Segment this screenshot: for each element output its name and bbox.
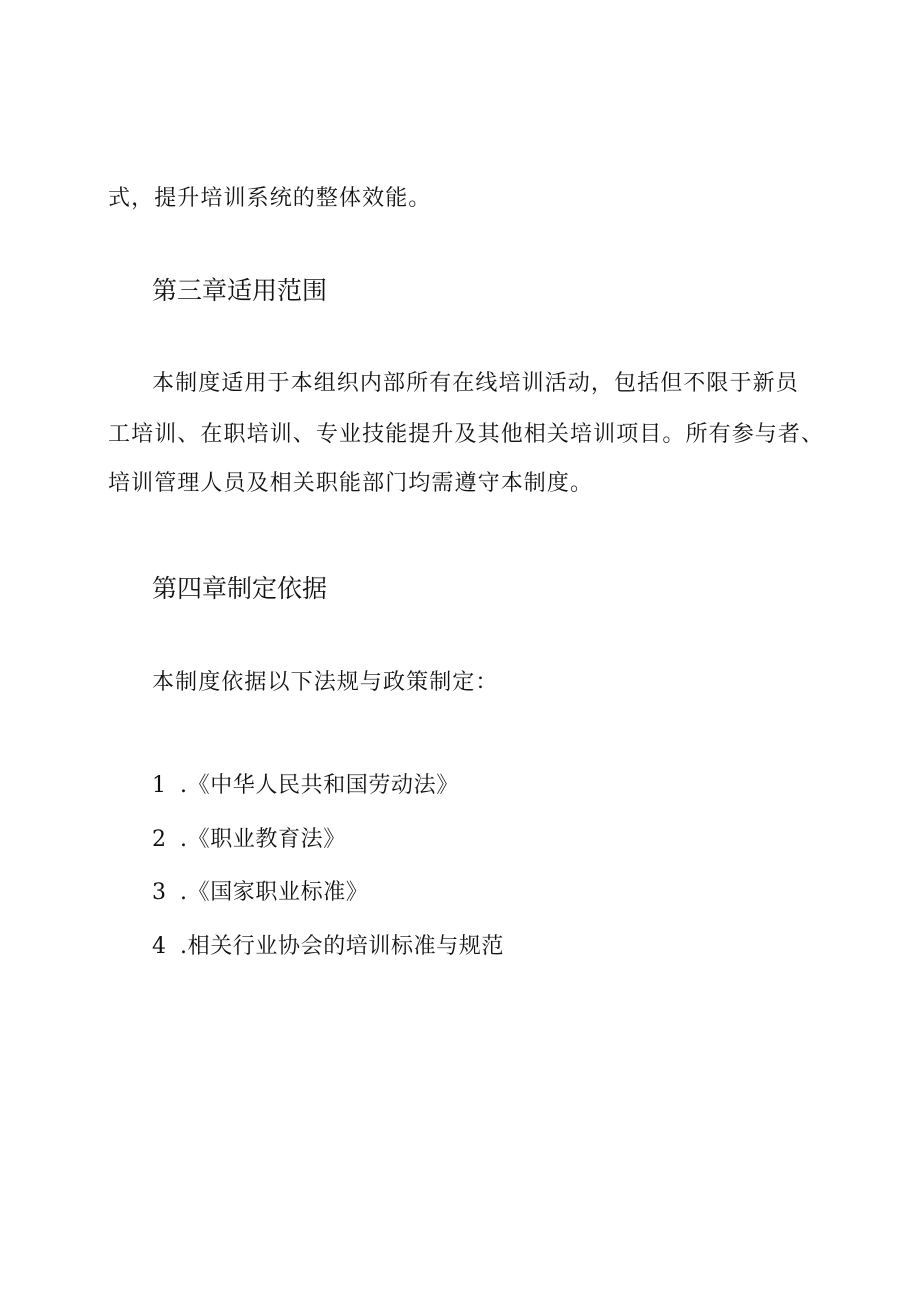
list-item-text: .《中华人民共和国劳动法》 xyxy=(180,773,459,798)
list-number: 4 xyxy=(152,934,167,959)
chapter-3-paragraph-line-1: 本制度适用于本组织内部所有在线培训活动，包括但不限于新员 xyxy=(152,371,799,396)
chapter-3-heading: 第三章适用范围 xyxy=(152,276,328,305)
basis-list-item-2 xyxy=(152,826,346,854)
list-item-text: .相关行业协会的培训标准与规范 xyxy=(180,934,504,959)
basis-list-item-1 xyxy=(152,772,459,800)
list-number: 1 xyxy=(152,773,167,798)
basis-list-item-3 xyxy=(152,879,368,907)
chapter-3-paragraph-line-3: 培训管理人员及相关职能部门均需遵守本制度。 xyxy=(108,471,594,496)
list-number: 2 xyxy=(152,827,167,852)
intro-continuation-text: 式，提升培训系统的整体效能。 xyxy=(108,186,432,211)
chapter-3-paragraph-line-2: 工培训、在职培训、专业技能提升及其他相关培训项目。所有参与者、 xyxy=(108,422,825,447)
chapter-4-heading: 第四章制定依据 xyxy=(152,574,328,603)
basis-list-item-4 xyxy=(152,933,504,961)
list-item-text: .《国家职业标准》 xyxy=(180,880,369,905)
list-number: 3 xyxy=(152,880,167,905)
chapter-4-intro-text: 本制度依据以下法规与政策制定： xyxy=(152,670,499,695)
list-item-text: .《职业教育法》 xyxy=(180,827,346,852)
